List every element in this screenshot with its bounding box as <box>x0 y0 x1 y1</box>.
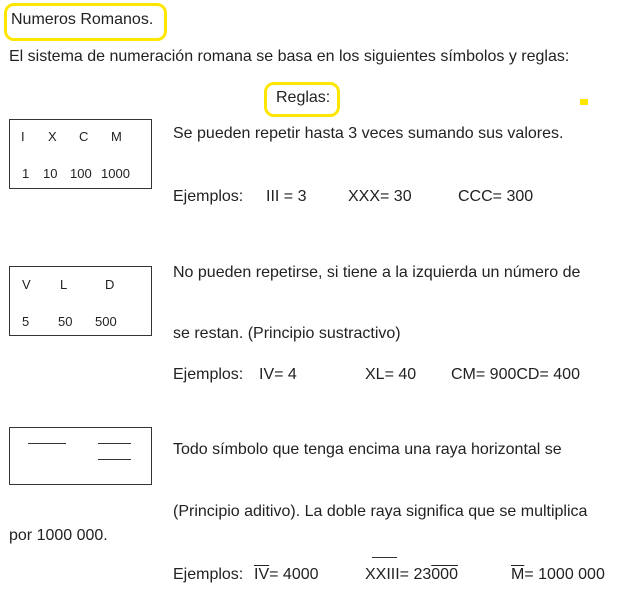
symbols-table-2 <box>9 266 152 336</box>
value-cell: 1 <box>22 166 30 181</box>
value-cell: 50 <box>58 314 73 329</box>
examples-label: Ejemplos: <box>173 566 244 583</box>
example: CCC= 300 <box>458 188 534 205</box>
overlined-numeral: $\overline{M}$ <box>511 566 525 583</box>
example <box>511 566 605 584</box>
page-title: Numeros Romanos. <box>11 11 154 28</box>
rule-text: por 1000 000. <box>9 527 108 544</box>
examples-label: Ejemplos: <box>173 366 244 383</box>
value-cell: 500 <box>95 314 117 329</box>
rule-text: (Principio aditivo). La doble raya significa que se multiplica <box>173 503 588 520</box>
symbol-cell: L <box>60 277 68 292</box>
value-cell: 100 <box>70 166 92 181</box>
symbol-cell: C <box>79 129 89 144</box>
example: XXX= 30 <box>348 188 412 205</box>
example: III = 3 <box>266 188 307 205</box>
symbol-cell: D <box>105 277 115 292</box>
symbol-cell: V <box>22 277 31 292</box>
overline-mark <box>372 557 397 558</box>
rules-heading: Reglas: <box>276 89 331 106</box>
overline-table <box>9 427 152 485</box>
symbols-table-1 <box>9 119 152 189</box>
value-cell: 5 <box>22 314 30 329</box>
rule-text: Se pueden repetir hasta 3 veces sumando sus valores. <box>173 125 564 142</box>
overline-mark <box>98 459 131 460</box>
overlined-numeral: $\overline{IV}$ <box>254 566 270 583</box>
value-cell: 10 <box>43 166 58 181</box>
rule-text: se restan. (Principio sustractivo) <box>173 325 401 342</box>
example <box>254 566 319 584</box>
symbol-cell: M <box>111 129 122 144</box>
overlined-numeral: 000 <box>431 566 458 583</box>
example <box>365 566 458 584</box>
example: XL= 40 <box>365 366 417 383</box>
example-value: = 4000 <box>269 566 319 583</box>
examples-label: Ejemplos: <box>173 188 244 205</box>
intro-text: El sistema de numeración romana se basa en los siguientes símbolos y reglas: <box>9 48 570 65</box>
rule-text: No pueden repetirse, si tiene a la izquierda un número de <box>173 264 581 281</box>
symbol-cell: I <box>21 129 25 144</box>
example-value: XXIII= 23 <box>365 566 432 583</box>
symbol-cell: X <box>48 129 57 144</box>
example: IV= 4 <box>259 366 297 383</box>
highlight-mark <box>580 99 588 105</box>
value-cell: 1000 <box>101 166 130 181</box>
overline-mark <box>98 443 131 444</box>
example-value: = 1000 000 <box>524 566 605 583</box>
overline-mark <box>28 443 66 444</box>
example: CM= 900CD= 400 <box>451 366 580 383</box>
rule-text: Todo símbolo que tenga encima una raya horizontal se <box>173 441 562 458</box>
